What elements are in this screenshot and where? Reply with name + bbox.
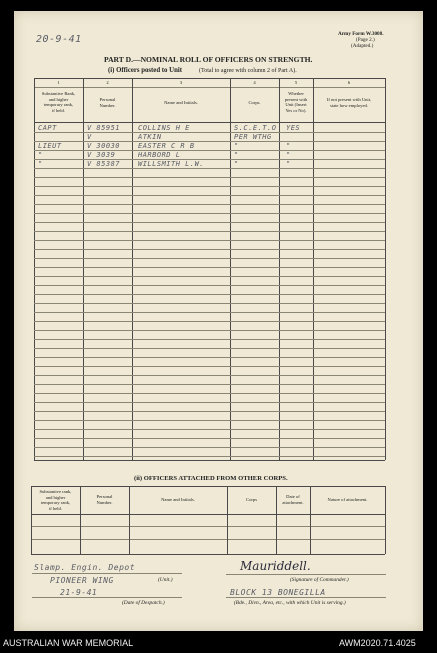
handwritten-date: 20-9-41 — [36, 34, 82, 45]
table2-col-line — [385, 486, 386, 554]
table1-row-line — [34, 312, 385, 313]
t2-header-rank: Substantive rank, and higher temporary rank, if held. — [39, 489, 72, 511]
col-number: 2 — [106, 80, 109, 85]
unit-line2-handwritten: PIONEER WING — [50, 576, 114, 585]
table2-row-line — [31, 526, 385, 527]
header-corps: Corps. — [248, 100, 261, 105]
table1-row-line — [34, 177, 385, 178]
table1-row-line — [34, 330, 385, 331]
t2-header-corps: Corps — [246, 497, 257, 502]
commander-label: (Signature of Commander.) — [290, 577, 349, 583]
table1-row-line — [34, 438, 385, 439]
footer-right: AWM2020.71.4025 — [339, 638, 416, 648]
table2-header-bottom-border — [31, 514, 385, 515]
document-page — [14, 11, 423, 631]
entry-corps: S.C.E.T.O — [234, 124, 277, 132]
adapted-note: (Adapted.) — [351, 43, 374, 49]
table1-row-line — [34, 195, 385, 196]
entry-corps: " — [234, 151, 239, 159]
unit-line — [32, 573, 182, 574]
table1-row-line — [34, 258, 385, 259]
page-title: PART D.—NOMINAL ROLL OF OFFICERS ON STRENGTH. — [104, 55, 313, 64]
table2-top-border — [31, 486, 385, 487]
table1-row-line — [34, 213, 385, 214]
table1-row-line — [34, 186, 385, 187]
footer-left: AUSTRALIAN WAR MEMORIAL — [3, 638, 134, 648]
location-line — [226, 597, 386, 598]
entry-present: " — [286, 142, 291, 150]
section1-note: (Total to agree with column 2 of Part A). — [199, 68, 297, 74]
entry-corps: " — [234, 142, 239, 150]
table1-row-line — [34, 276, 385, 277]
table1-row-line — [34, 420, 385, 421]
date-line — [32, 597, 182, 598]
entry-number: V 3039 — [87, 151, 116, 159]
entry-name: EASTER C R B — [138, 142, 195, 150]
col-number: 6 — [347, 80, 351, 85]
unit-label: (Unit.) — [158, 577, 173, 583]
header-present: Whether present with Unit (Insert Yes or No). — [284, 91, 308, 113]
unit-handwritten: Slamp. Engin. Depot — [34, 563, 136, 572]
col-number: 1 — [57, 80, 60, 85]
commander-signature: Mauriddell. — [240, 559, 311, 573]
location-handwritten: BLOCK 13 BONEGILLA — [230, 588, 326, 597]
entry-rank: CAPT — [38, 124, 57, 132]
table1-header-bottom-border — [34, 122, 385, 123]
entry-corps: " — [234, 160, 239, 168]
entry-present: YES — [286, 124, 301, 132]
table1-row-line — [34, 447, 385, 448]
table1-row-line — [34, 168, 385, 169]
table1-row-line — [34, 231, 385, 232]
date-handwritten: 21-9-41 — [60, 588, 98, 597]
table1-row-line — [34, 249, 385, 250]
col-number: 5 — [294, 80, 298, 85]
table1-top-border — [34, 78, 385, 79]
table1-number-row-border — [34, 87, 385, 88]
entry-rank: LIEUT — [38, 142, 62, 150]
table2-bottom-border — [31, 554, 385, 555]
col-number: 3 — [179, 80, 183, 85]
t2-header-nature: Nature of attachment. — [327, 497, 368, 502]
entry-number: V — [87, 133, 92, 141]
entry-name: WILLSMITH L.W. — [138, 160, 205, 168]
entry-name: COLLINS H E — [138, 124, 190, 132]
table1-row-line — [34, 339, 385, 340]
date-label: (Date of Despatch.) — [122, 600, 165, 606]
table1-col-line — [385, 78, 386, 460]
entry-present: " — [286, 151, 291, 159]
table1-row-line — [34, 375, 385, 376]
table1-row-line — [34, 402, 385, 403]
table1-row-line — [34, 393, 385, 394]
entry-present: " — [286, 160, 291, 168]
table1-row-line — [34, 303, 385, 304]
table1-row-line — [34, 321, 385, 322]
table1-row-line — [34, 411, 385, 412]
table1-row-line — [34, 348, 385, 349]
page-number: (Page 2.) — [356, 37, 375, 43]
table1-row-line — [34, 240, 385, 241]
table1-row-line — [34, 204, 385, 205]
header-name: Name and Initials. — [164, 100, 198, 105]
section1-title: (i) Officers posted to Unit — [108, 67, 182, 74]
entry-number: V 85951 — [87, 124, 121, 132]
entry-number: V 30030 — [87, 142, 121, 150]
entry-number: V 85387 — [87, 160, 121, 168]
header-rank: Substantive Rank, and higher temporary rank, if held. — [41, 91, 76, 113]
header-personal-number: Personal Number. — [99, 97, 116, 108]
table1-row-line — [34, 456, 385, 457]
table2-row-line — [31, 539, 385, 540]
col-number: 4 — [253, 80, 256, 85]
t2-header-date: Date of attachment. — [282, 494, 304, 505]
entry-name: ATKIN — [138, 133, 162, 141]
entry-corps: PER WTHG — [234, 133, 272, 141]
t2-header-name: Name and Initials. — [161, 497, 195, 502]
entry-rank: " — [38, 160, 43, 168]
t2-header-personal-number: Personal Number. — [96, 494, 113, 505]
header-employment: If not present with Unit, state how employed. — [326, 97, 372, 108]
table1-row-line — [34, 285, 385, 286]
table1-row-line — [34, 366, 385, 367]
table1-bottom-border — [34, 460, 385, 461]
section2-title: (ii) OFFICERS ATTACHED FROM OTHER CORPS. — [134, 475, 288, 482]
table1-row-line — [34, 294, 385, 295]
table1-row-line — [34, 384, 385, 385]
table1-row-line — [34, 222, 385, 223]
table1-row-line — [34, 429, 385, 430]
entry-name: HARBORD L — [138, 151, 181, 159]
table1-row-line — [34, 357, 385, 358]
army-form-number: Army Form W.3008. — [338, 31, 384, 37]
location-label: (Bde., Divn., Area, etc., with which Unit is serving.) — [234, 600, 346, 606]
entry-rank: " — [38, 151, 43, 159]
table1-row-line — [34, 267, 385, 268]
signature-line — [226, 574, 386, 575]
